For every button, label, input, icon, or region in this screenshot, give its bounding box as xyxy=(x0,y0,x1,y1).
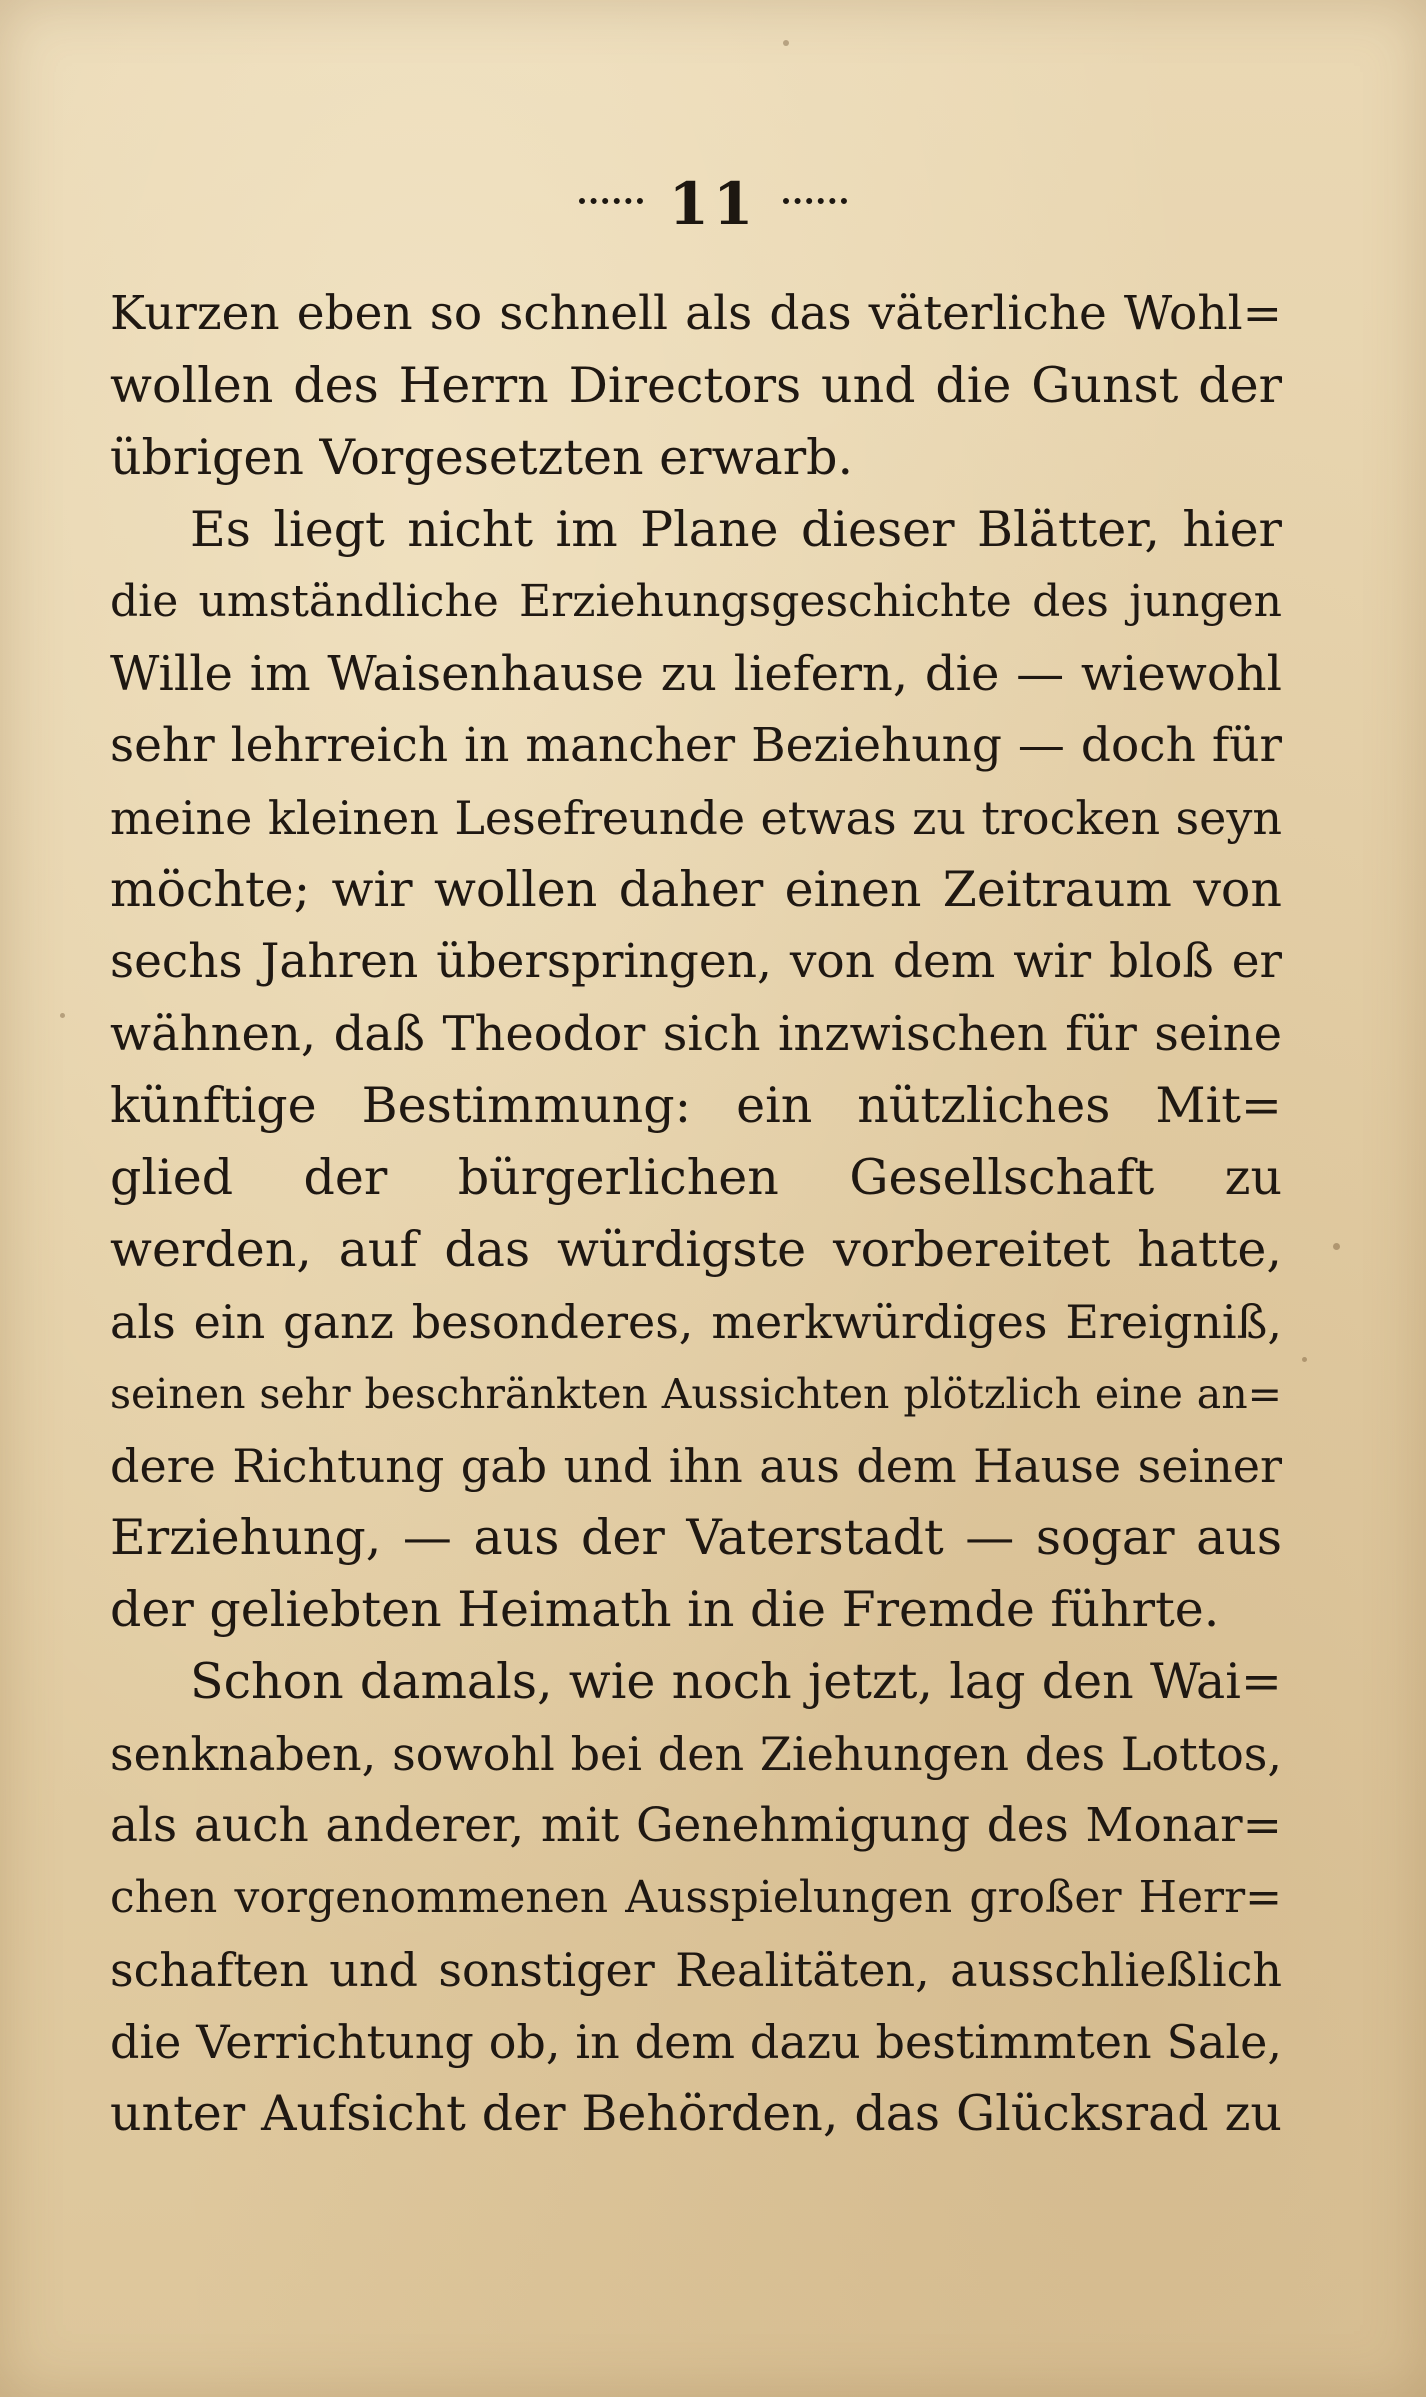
page-header xyxy=(0,165,1426,238)
left-ornament xyxy=(579,198,643,210)
text-line: Schon damals, wie noch jetzt, lag den Wai= xyxy=(190,1653,1282,1710)
text-line: werden, auf das würdigste vorbereitet hatte, xyxy=(110,1221,1282,1278)
text-line: glied der bürgerlichen Gesellschaft zu xyxy=(110,1149,1282,1206)
text-line: seinen sehr beschränkten Aussichten plötzlich eine an= xyxy=(110,1370,1282,1418)
right-ornament xyxy=(783,198,847,210)
text-line: die umständliche Erziehungsgeschichte des jungen xyxy=(110,576,1282,627)
text-line: wollen des Herrn Directors und die Gunst der xyxy=(110,357,1282,414)
text-line: als auch anderer, mit Genehmigung des Monar= xyxy=(110,1798,1282,1853)
text-line: sechs Jahren überspringen, von dem wir bloß er xyxy=(110,934,1282,989)
text-line: als ein ganz besonderes, merkwürdiges Ereigniß, xyxy=(110,1295,1282,1349)
text-line: meine kleinen Lesefreunde etwas zu trocken seyn xyxy=(110,791,1282,845)
text-line: möchte; wir wollen daher einen Zeitraum von xyxy=(110,861,1282,918)
text-line: schaften und sonstiger Realitäten, ausschließlich xyxy=(110,1943,1282,1997)
paper-speck xyxy=(1333,1243,1340,1250)
page-number: 11 xyxy=(668,170,758,238)
paper-speck xyxy=(783,40,789,46)
text-line: künftige Bestimmung: ein nützliches Mit= xyxy=(110,1077,1282,1134)
text-line: die Verrichtung ob, in dem dazu bestimmten Sale, xyxy=(110,2015,1282,2069)
text-line: chen vorgenommenen Ausspielungen großer Herr= xyxy=(110,1872,1282,1923)
text-line: dere Richtung gab und ihn aus dem Hause seiner xyxy=(110,1439,1282,1493)
text-line: Es liegt nicht im Plane dieser Blätter, hier xyxy=(190,501,1282,558)
text-line: unter Aufsicht der Behörden, das Glücksrad zu xyxy=(110,2085,1282,2142)
body-text xyxy=(110,278,1282,2150)
text-line: Erziehung, — aus der Vaterstadt — sogar aus xyxy=(110,1509,1282,1566)
text-line: Kurzen eben so schnell als das väterliche Wohl= xyxy=(110,286,1282,341)
text-line: sehr lehrreich in mancher Beziehung — doch für xyxy=(110,718,1282,773)
text-line: der geliebten Heimath in die Fremde führte. xyxy=(110,1581,1220,1638)
text-line: senknaben, sowohl bei den Ziehungen des Lottos, xyxy=(110,1727,1282,1781)
paper-speck xyxy=(60,1013,65,1018)
paper-speck xyxy=(1302,1357,1307,1362)
text-line: übrigen Vorgesetzten erwarb. xyxy=(110,429,854,486)
text-line: Wille im Waisenhause zu liefern, die — wiewohl xyxy=(110,646,1282,702)
text-line: wähnen, daß Theodor sich inzwischen für seine xyxy=(110,1006,1282,1062)
